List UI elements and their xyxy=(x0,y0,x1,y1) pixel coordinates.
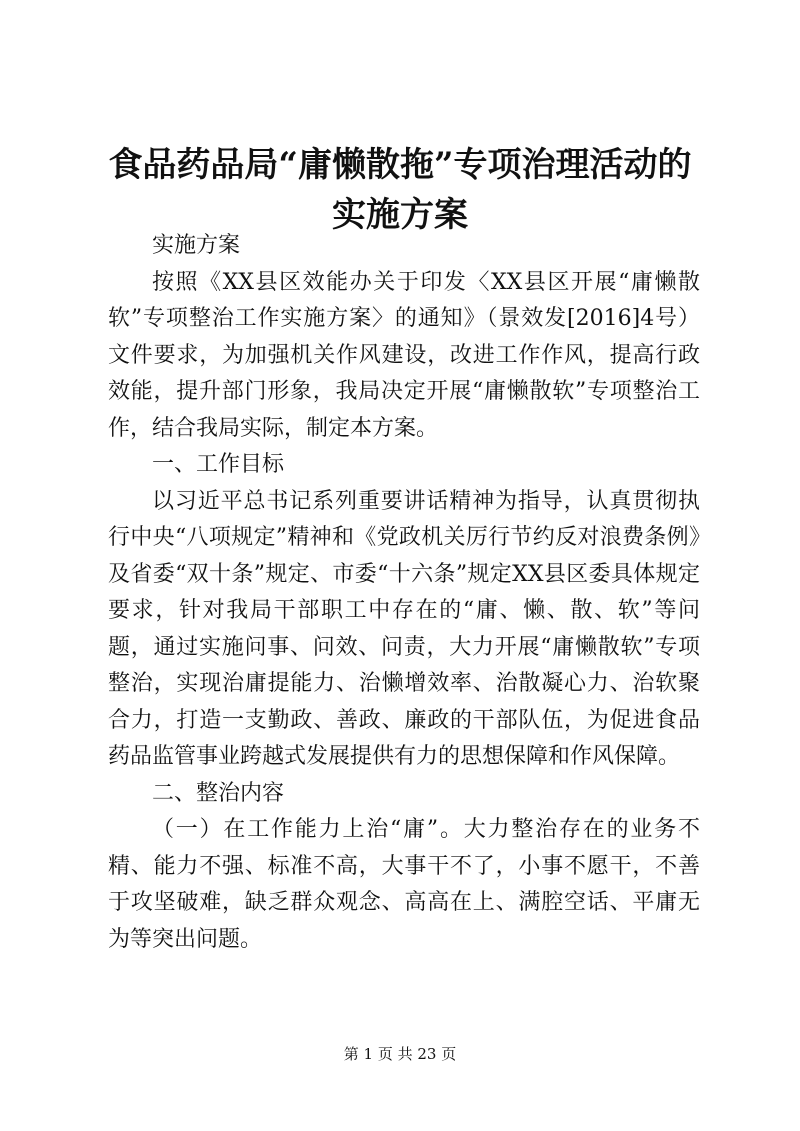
paragraph-background: 按照《XX县区效能办关于印发〈XX县区开展“庸懒散软”专项整治工作实施方案〉的通知》（景效发[2016]4号）文件要求，为加强机关作风建设，改进工作作风，提高行政效能，提升部门形象，我局决定开展“庸懒散软”专项整治工作，结合我局实际，制定本方案。 xyxy=(108,269,700,441)
section-heading-rectification-content: 二、整治内容 xyxy=(152,780,285,806)
paragraph-work-goals: 以习近平总书记系列重要讲话精神为指导，认真贯彻执行中央“八项规定”精神和《党政机关厉行节约反对浪费条例》及省委“双十条”规定、市委“十六条”规定XX县区委具体规定要求，针对我局干部职工中存在的“庸、懒、散、软”等问题，通过实施问事、问效、问责，大力开展“庸懒散软”专项整治，实现治庸提能力、治懒增效率、治散凝心力、治软聚合力，打造一支勤政、善政、廉政的干部队伍，为促进食品药品监管事业跨越式发展提供有力的思想保障和作风保障。 xyxy=(108,488,700,769)
paragraph-rectification-item-1: （一）在工作能力上治“庸”。大力整治存在的业务不精、能力不强、标准不高，大事干不了，小事不愿干，不善于攻坚破难，缺乏群众观念、高高在上、满腔空话、平庸无为等突出问题。 xyxy=(108,817,700,952)
document-body xyxy=(108,228,700,958)
page-footer: 第 1 页 共 23 页 xyxy=(343,1045,457,1063)
paragraph-heading-implementation-plan: 实施方案 xyxy=(152,233,241,258)
section-heading-work-goals: 一、工作目标 xyxy=(152,452,285,477)
document-title: 食品药品局“庸懒散拖”专项治理活动的实施方案 xyxy=(108,145,692,235)
